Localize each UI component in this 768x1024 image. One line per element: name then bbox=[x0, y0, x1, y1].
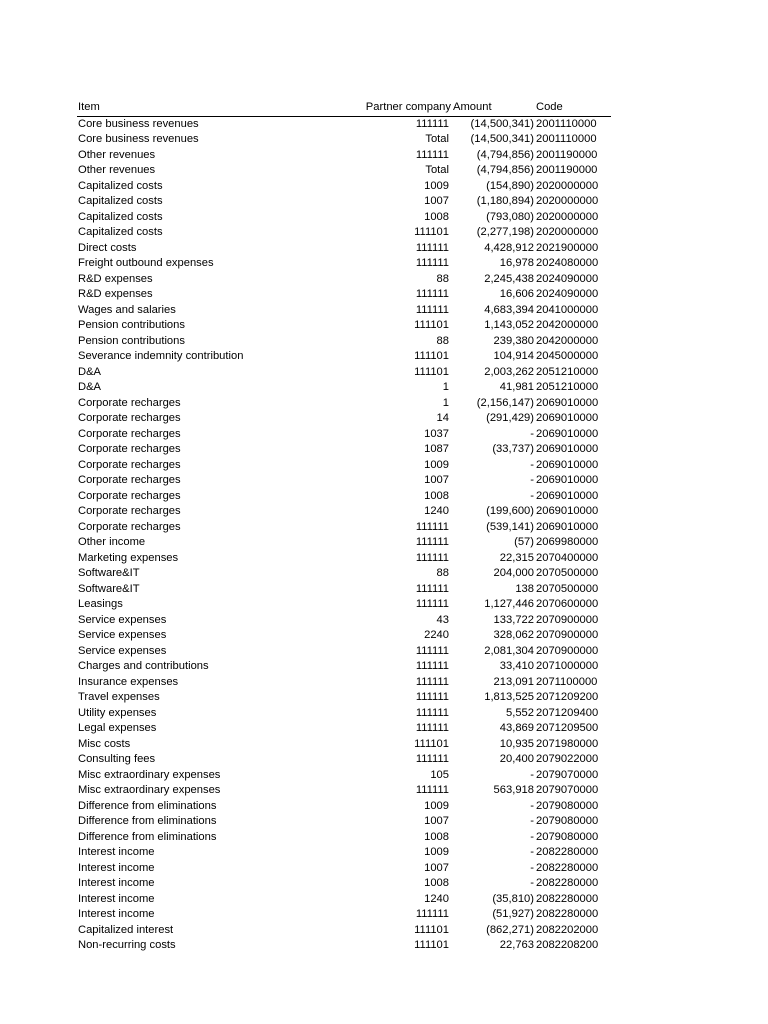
cell-partner-company: 111111 bbox=[415, 551, 449, 564]
cell-partner-company: 111111 bbox=[415, 288, 449, 300]
cell-code: 2069010000 bbox=[536, 458, 599, 471]
cell-partner-company: 111111 bbox=[415, 303, 449, 316]
cell-code: 2079070000 bbox=[536, 784, 599, 796]
cell-partner-company: 1008 bbox=[424, 210, 449, 223]
cell-amount: (14,500,341) bbox=[470, 117, 534, 130]
cell-code: 2070400000 bbox=[536, 551, 599, 564]
table-row bbox=[77, 132, 611, 148]
cell-partner-company: 88 bbox=[436, 567, 449, 579]
cell-amount: - bbox=[530, 799, 534, 812]
table-row bbox=[77, 675, 611, 691]
table-row bbox=[77, 256, 611, 272]
cell-code: 2020000000 bbox=[536, 210, 599, 223]
cell-partner-company: Total bbox=[425, 164, 449, 176]
header-row bbox=[77, 100, 611, 116]
table-row bbox=[77, 179, 611, 195]
cell-code: 2071209400 bbox=[536, 706, 599, 719]
cell-code: 2001190000 bbox=[536, 164, 598, 176]
cell-item: Insurance expenses bbox=[78, 675, 179, 688]
table-row bbox=[77, 923, 611, 939]
cell-partner-company: 111111 bbox=[415, 536, 449, 548]
cell-item: Utility expenses bbox=[78, 706, 157, 719]
cell-amount: (4,794,856) bbox=[476, 164, 534, 176]
cell-code: 2069010000 bbox=[536, 489, 599, 502]
cell-partner-company: 1 bbox=[442, 381, 449, 393]
table-row bbox=[77, 427, 611, 443]
table-body bbox=[77, 116, 611, 954]
table-row bbox=[77, 318, 611, 334]
table-row bbox=[77, 628, 611, 644]
cell-code: 2079080000 bbox=[536, 830, 599, 843]
cell-code: 2082280000 bbox=[536, 861, 599, 874]
cell-partner-company: 1240 bbox=[424, 892, 449, 905]
cell-code: 2082208200 bbox=[536, 939, 599, 951]
cell-partner-company: 111101 bbox=[414, 350, 449, 362]
cell-amount: (2,277,198) bbox=[476, 226, 534, 238]
cell-partner-company: 111111 bbox=[415, 598, 449, 610]
cell-code: 2082280000 bbox=[536, 846, 599, 858]
cell-item: Interest income bbox=[78, 861, 155, 874]
cell-amount: - bbox=[530, 861, 534, 874]
cell-amount: 213,091 bbox=[493, 675, 534, 688]
cell-partner-company: 14 bbox=[436, 412, 449, 424]
cell-code: 2071209500 bbox=[536, 722, 599, 734]
cell-partner-company: 111111 bbox=[415, 706, 449, 719]
cell-code: 2070900000 bbox=[536, 613, 599, 626]
cell-item: Corporate recharges bbox=[78, 458, 181, 471]
cell-partner-company: 111101 bbox=[414, 737, 449, 750]
cell-code: 2069010000 bbox=[536, 505, 599, 517]
cell-partner-company: 111101 bbox=[414, 923, 449, 936]
cell-amount: (35,810) bbox=[492, 892, 534, 905]
table-row bbox=[77, 334, 611, 350]
cell-item: D&A bbox=[78, 381, 102, 393]
cell-partner-company: 88 bbox=[436, 334, 449, 347]
cell-item: R&D expenses bbox=[78, 288, 153, 300]
cell-amount: (4,794,856) bbox=[476, 148, 534, 161]
cell-code: 2045000000 bbox=[536, 350, 599, 362]
table-row bbox=[77, 659, 611, 675]
cell-amount: - bbox=[530, 427, 534, 440]
cell-item: Misc extraordinary expenses bbox=[78, 768, 221, 781]
cell-item: Corporate recharges bbox=[78, 396, 181, 409]
cell-code: 2079080000 bbox=[536, 815, 599, 827]
cell-code: 2021900000 bbox=[536, 241, 599, 254]
cell-code: 2071980000 bbox=[536, 737, 599, 750]
cell-partner-company: 43 bbox=[436, 613, 449, 626]
cell-item: Service expenses bbox=[78, 629, 167, 641]
cell-item: Service expenses bbox=[78, 644, 167, 657]
cell-code: 2051210000 bbox=[536, 365, 599, 378]
cell-item: Pension contributions bbox=[78, 334, 185, 347]
table-row bbox=[77, 768, 611, 784]
table-row bbox=[77, 876, 611, 892]
cell-amount: (51,927) bbox=[492, 908, 534, 920]
cell-code: 2079022000 bbox=[536, 753, 599, 765]
cell-amount: 1,813,525 bbox=[484, 691, 534, 703]
cell-code: 2001110000 bbox=[536, 133, 597, 145]
cell-amount: - bbox=[530, 489, 534, 502]
table-row bbox=[77, 210, 611, 226]
cell-amount: (539,141) bbox=[486, 520, 534, 533]
cell-amount: 1,127,446 bbox=[484, 598, 534, 610]
table-row bbox=[77, 411, 611, 427]
cell-item: Legal expenses bbox=[78, 722, 157, 734]
cell-partner-company: 111111 bbox=[415, 691, 449, 703]
table-row bbox=[77, 287, 611, 303]
cell-item: Other revenues bbox=[78, 164, 156, 176]
cell-partner-company: 1009 bbox=[424, 179, 449, 192]
cell-partner-company: 111111 bbox=[415, 520, 449, 533]
cell-partner-company: 111111 bbox=[415, 660, 449, 672]
cell-partner-company: 111101 bbox=[414, 365, 449, 378]
cell-partner-company: 1008 bbox=[424, 489, 449, 502]
cell-item: Corporate recharges bbox=[78, 489, 181, 502]
cell-partner-company: 88 bbox=[436, 272, 449, 285]
cell-code: 2082280000 bbox=[536, 892, 599, 905]
cell-amount: 138 bbox=[515, 582, 534, 595]
cell-code: 2070500000 bbox=[536, 567, 599, 579]
cell-partner-company: 2240 bbox=[424, 629, 449, 641]
cell-amount: 16,978 bbox=[499, 257, 534, 269]
table-row bbox=[77, 907, 611, 923]
cell-code: 2070900000 bbox=[536, 629, 599, 641]
cell-item: Software&IT bbox=[78, 582, 140, 595]
table-row bbox=[77, 504, 611, 520]
cell-partner-company: 111111 bbox=[415, 117, 449, 130]
cell-amount: (1,180,894) bbox=[476, 195, 534, 207]
cell-code: 2079070000 bbox=[536, 768, 599, 781]
cell-partner-company: 111111 bbox=[415, 722, 449, 734]
cell-item: Capitalized costs bbox=[78, 179, 163, 192]
cell-code: 2042000000 bbox=[536, 334, 599, 347]
table-row bbox=[77, 473, 611, 489]
table-row bbox=[77, 380, 611, 396]
spreadsheet bbox=[77, 100, 611, 954]
cell-item: Charges and contributions bbox=[78, 660, 209, 672]
table-row bbox=[77, 116, 611, 132]
cell-partner-company: 111101 bbox=[414, 939, 449, 951]
cell-amount: 10,935 bbox=[499, 737, 534, 750]
cell-amount: - bbox=[530, 458, 534, 471]
cell-partner-company: 1007 bbox=[424, 195, 449, 207]
header-item: Item bbox=[77, 100, 364, 116]
cell-item: Misc extraordinary expenses bbox=[78, 784, 221, 796]
cell-code: 2070500000 bbox=[536, 582, 599, 595]
cell-amount: 41,981 bbox=[499, 381, 534, 393]
table-row bbox=[77, 489, 611, 505]
cell-item: Marketing expenses bbox=[78, 551, 179, 564]
table-row bbox=[77, 752, 611, 768]
cell-amount: (14,500,341) bbox=[470, 133, 534, 145]
cell-partner-company: 111111 bbox=[415, 784, 449, 796]
cell-partner-company: 111111 bbox=[415, 753, 449, 765]
cell-item: Misc costs bbox=[78, 737, 131, 750]
cell-code: 2082280000 bbox=[536, 877, 599, 889]
cell-item: Core business revenues bbox=[78, 117, 199, 130]
cell-code: 2071000000 bbox=[536, 660, 599, 672]
cell-item: Service expenses bbox=[78, 613, 167, 626]
cell-code: 2001190000 bbox=[536, 148, 598, 161]
cell-amount: 133,722 bbox=[493, 613, 534, 626]
cell-partner-company: 1009 bbox=[424, 846, 449, 858]
cell-amount: 104,914 bbox=[493, 350, 534, 362]
cell-amount: - bbox=[530, 815, 534, 827]
cell-partner-company: 105 bbox=[430, 768, 449, 781]
cell-amount: (33,737) bbox=[492, 443, 534, 455]
cell-item: Other income bbox=[78, 536, 146, 548]
cell-code: 2082280000 bbox=[536, 908, 599, 920]
cell-partner-company: 1087 bbox=[424, 443, 449, 455]
cell-amount: 4,428,912 bbox=[484, 241, 534, 254]
cell-partner-company: 111111 bbox=[415, 644, 449, 657]
cell-amount: - bbox=[530, 846, 534, 858]
cell-partner-company: 111111 bbox=[415, 582, 449, 595]
table-row bbox=[77, 721, 611, 737]
cell-partner-company: 1 bbox=[442, 396, 449, 409]
cell-partner-company: 111111 bbox=[415, 908, 449, 920]
cell-item: Software&IT bbox=[78, 567, 140, 579]
cell-code: 2051210000 bbox=[536, 381, 599, 393]
cell-partner-company: 111111 bbox=[415, 257, 449, 269]
cell-item: Capitalized costs bbox=[78, 226, 163, 238]
cell-amount: 204,000 bbox=[493, 567, 534, 579]
cell-amount: (57) bbox=[514, 536, 534, 548]
cell-partner-company: 111101 bbox=[414, 226, 449, 238]
cell-amount: (793,080) bbox=[486, 210, 534, 223]
cell-item: Difference from eliminations bbox=[78, 815, 217, 827]
table-row bbox=[77, 597, 611, 613]
cell-code: 2024090000 bbox=[536, 272, 599, 285]
cell-code: 2020000000 bbox=[536, 179, 599, 192]
cell-partner-company: 1240 bbox=[424, 505, 449, 517]
cell-partner-company: 1009 bbox=[424, 458, 449, 471]
cell-item: Other revenues bbox=[78, 148, 156, 161]
cell-partner-company: 1037 bbox=[424, 427, 449, 440]
cell-item: Corporate recharges bbox=[78, 474, 181, 486]
cell-code: 2070600000 bbox=[536, 598, 599, 610]
cell-amount: 33,410 bbox=[499, 660, 534, 672]
cell-item: Non-recurring costs bbox=[78, 939, 176, 951]
table-row bbox=[77, 365, 611, 381]
table-row bbox=[77, 194, 611, 210]
cell-item: Travel expenses bbox=[78, 691, 160, 703]
cell-item: R&D expenses bbox=[78, 272, 153, 285]
cell-item: Interest income bbox=[78, 892, 155, 905]
cell-amount: (2,156,147) bbox=[476, 396, 534, 409]
cell-amount: 239,380 bbox=[493, 334, 534, 347]
cell-partner-company: 1008 bbox=[424, 877, 449, 889]
cell-amount: 16,606 bbox=[499, 288, 534, 300]
cell-partner-company: 111111 bbox=[415, 148, 449, 161]
cell-amount: - bbox=[530, 768, 534, 781]
cell-amount: (291,429) bbox=[486, 412, 534, 424]
cell-code: 2020000000 bbox=[536, 195, 599, 207]
cell-amount: 2,003,262 bbox=[484, 365, 534, 378]
cell-code: 2069010000 bbox=[536, 443, 599, 455]
cell-code: 2042000000 bbox=[536, 319, 599, 331]
cell-partner-company: 111111 bbox=[415, 241, 449, 254]
cell-amount: 22,763 bbox=[499, 939, 534, 951]
table-row bbox=[77, 799, 611, 815]
cell-item: Wages and salaries bbox=[78, 303, 176, 316]
cell-code: 2001110000 bbox=[536, 117, 597, 130]
cell-partner-company: 111111 bbox=[415, 675, 449, 688]
table-row bbox=[77, 845, 611, 861]
cell-amount: 2,245,438 bbox=[484, 272, 534, 285]
table-row bbox=[77, 861, 611, 877]
cell-item: Corporate recharges bbox=[78, 412, 181, 424]
cell-amount: 563,918 bbox=[493, 784, 534, 796]
cell-item: Consulting fees bbox=[78, 753, 156, 765]
table-row bbox=[77, 148, 611, 164]
cell-code: 2070900000 bbox=[536, 644, 599, 657]
cell-code: 2041000000 bbox=[536, 303, 599, 316]
cell-item: Severance indemnity contribution bbox=[78, 350, 244, 362]
cell-amount: 22,315 bbox=[499, 551, 534, 564]
cell-amount: 2,081,304 bbox=[484, 644, 534, 657]
cell-code: 2069010000 bbox=[536, 412, 599, 424]
cell-item: Core business revenues bbox=[78, 133, 199, 145]
cell-item: Interest income bbox=[78, 846, 155, 858]
table-row bbox=[77, 241, 611, 257]
cell-code: 2071100000 bbox=[536, 675, 598, 688]
table-row bbox=[77, 814, 611, 830]
cell-partner-company: 1007 bbox=[424, 815, 449, 827]
table-row bbox=[77, 892, 611, 908]
cell-item: Difference from eliminations bbox=[78, 799, 217, 812]
cell-item: Interest income bbox=[78, 908, 155, 920]
cell-item: Capitalized interest bbox=[78, 923, 174, 936]
cell-item: Direct costs bbox=[78, 241, 137, 254]
cell-code: 2079080000 bbox=[536, 799, 599, 812]
cell-item: Capitalized costs bbox=[78, 210, 163, 223]
table-row bbox=[77, 690, 611, 706]
cell-item: Interest income bbox=[78, 877, 155, 889]
cell-item: Corporate recharges bbox=[78, 427, 181, 440]
cell-code: 2082202000 bbox=[536, 923, 599, 936]
table-row bbox=[77, 551, 611, 567]
table-row bbox=[77, 163, 611, 179]
table-row bbox=[77, 830, 611, 846]
cell-amount: (199,600) bbox=[486, 505, 534, 517]
cell-item: Corporate recharges bbox=[78, 505, 181, 517]
ledger-table bbox=[77, 100, 611, 954]
cell-amount: (862,271) bbox=[486, 923, 534, 936]
cell-code: 2024090000 bbox=[536, 288, 599, 300]
cell-amount: 5,552 bbox=[506, 706, 534, 719]
cell-amount: 328,062 bbox=[493, 629, 534, 641]
cell-item: Freight outbound expenses bbox=[78, 257, 214, 269]
table-row bbox=[77, 349, 611, 365]
cell-code: 2069010000 bbox=[536, 396, 599, 409]
table-row bbox=[77, 272, 611, 288]
cell-amount: 1,143,052 bbox=[484, 319, 534, 331]
table-row bbox=[77, 225, 611, 241]
header-partner-company: Partner company bbox=[364, 100, 451, 116]
table-row bbox=[77, 644, 611, 660]
header-amount: Amount bbox=[451, 100, 535, 116]
cell-amount: - bbox=[530, 474, 534, 486]
table-row bbox=[77, 737, 611, 753]
cell-item: Corporate recharges bbox=[78, 520, 181, 533]
header-code: Code bbox=[535, 100, 611, 116]
cell-item: D&A bbox=[78, 365, 102, 378]
cell-amount: 43,869 bbox=[499, 722, 534, 734]
cell-item: Pension contributions bbox=[78, 319, 185, 331]
cell-partner-company: 1008 bbox=[424, 830, 449, 843]
table-row bbox=[77, 396, 611, 412]
table-row bbox=[77, 582, 611, 598]
cell-amount: 4,683,394 bbox=[484, 303, 534, 316]
table-row bbox=[77, 442, 611, 458]
cell-code: 2024080000 bbox=[536, 257, 599, 269]
table-row bbox=[77, 566, 611, 582]
cell-code: 2020000000 bbox=[536, 226, 599, 238]
cell-code: 2069010000 bbox=[536, 520, 599, 533]
table-row bbox=[77, 520, 611, 536]
cell-partner-company: 1007 bbox=[424, 474, 449, 486]
table-row bbox=[77, 938, 611, 954]
cell-code: 2069010000 bbox=[536, 427, 599, 440]
table-row bbox=[77, 458, 611, 474]
cell-item: Difference from eliminations bbox=[78, 830, 217, 843]
cell-partner-company: 111101 bbox=[414, 319, 449, 331]
cell-code: 2071209200 bbox=[536, 691, 599, 703]
cell-partner-company: 1007 bbox=[424, 861, 449, 874]
table-row bbox=[77, 535, 611, 551]
cell-amount: - bbox=[530, 877, 534, 889]
cell-item: Capitalized costs bbox=[78, 195, 163, 207]
cell-code: 2069010000 bbox=[536, 474, 599, 486]
table-row bbox=[77, 613, 611, 629]
cell-amount: - bbox=[530, 830, 534, 843]
cell-amount: 20,400 bbox=[499, 753, 534, 765]
cell-amount: (154,890) bbox=[486, 179, 534, 192]
cell-partner-company: Total bbox=[425, 133, 449, 145]
cell-item: Corporate recharges bbox=[78, 443, 181, 455]
cell-code: 2069980000 bbox=[536, 536, 599, 548]
cell-item: Leasings bbox=[78, 598, 123, 610]
table-row bbox=[77, 783, 611, 799]
table-row bbox=[77, 303, 611, 319]
cell-partner-company: 1009 bbox=[424, 799, 449, 812]
table-row bbox=[77, 706, 611, 722]
